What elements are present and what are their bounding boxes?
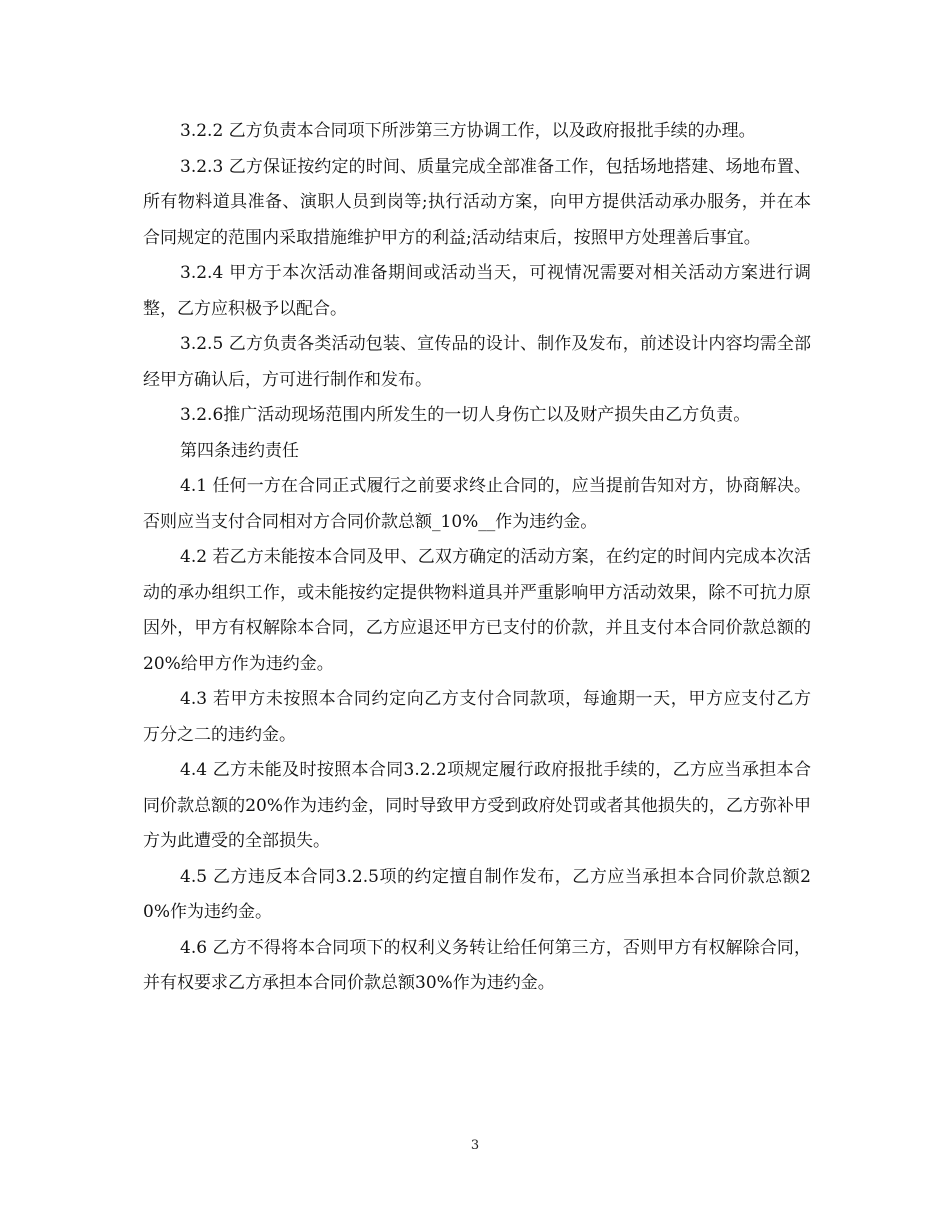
clause-3-2-4: 3.2.4 甲方于本次活动准备期间或活动当天，可视情况需要对相关活动方案进行调整，乙方应积极予以配合。: [143, 263, 811, 319]
clause-3-2-3: 3.2.3 乙方保证按约定的时间、质量完成全部准备工作，包括场地搭建、场地布置、所有物料道具准备、演职人员到岗等;执行活动方案，向甲方提供活动承办服务，并在本合同规定的范围内采取措施维护甲方的利益;活动结束后，按照甲方处理善后事宜。: [143, 156, 811, 248]
document-body: [143, 114, 811, 1002]
clause-4-6: 4.6 乙方不得将本合同项下的权利义务转让给任何第三方，否则甲方有权解除合同，并有权要求乙方承担本合同价款总额30%作为违约金。: [143, 937, 811, 993]
section-heading-article-4: 第四条违约责任: [180, 440, 299, 461]
clause-4-4: 4.4 乙方未能及时按照本合同3.2.2项规定履行政府报批手续的，乙方应当承担本合同价款总额的20%作为违约金，同时导致甲方受到政府处罚或者其他损失的，乙方弥补甲方为此遭受的全部损失。: [143, 760, 811, 851]
clause-3-2-5: 3.2.5 乙方负责各类活动包装、宣传品的设计、制作及发布，前述设计内容均需全部经甲方确认后，方可进行制作和发布。: [143, 334, 811, 390]
clause-3-2-2: 3.2.2 乙方负责本合同项下所涉第三方协调工作，以及政府报批手续的办理。: [180, 121, 756, 141]
clause-4-5: 4.5 乙方违反本合同3.2.5项的约定擅自制作发布，乙方应当承担本合同价款总额20%作为违约金。: [143, 866, 811, 922]
clause-4-2: 4.2 若乙方未能按本合同及甲、乙双方确定的活动方案，在约定的时间内完成本次活动的承办组织工作，或未能按约定提供物料道具并严重影响甲方活动效果，除不可抗力原因外，甲方有权解除本合同，乙方应退还甲方已支付的价款，并且支付本合同价款总额的20%给甲方作为违约金。: [143, 547, 811, 674]
clause-4-1: 4.1 任何一方在合同正式履行之前要求终止合同的，应当提前告知对方，协商解决。否则应当支付合同相对方合同价款总额_10%__作为违约金。: [143, 476, 811, 532]
clause-4-3: 4.3 若甲方未按照本合同约定向乙方支付合同款项，每逾期一天，甲方应支付乙方 万分之二的违约金。: [143, 689, 811, 745]
clause-3-2-6: 3.2.6推广活动现场范围内所发生的一切人身伤亡以及财产损失由乙方负责。: [180, 405, 751, 425]
page-number: 3: [470, 1138, 480, 1153]
